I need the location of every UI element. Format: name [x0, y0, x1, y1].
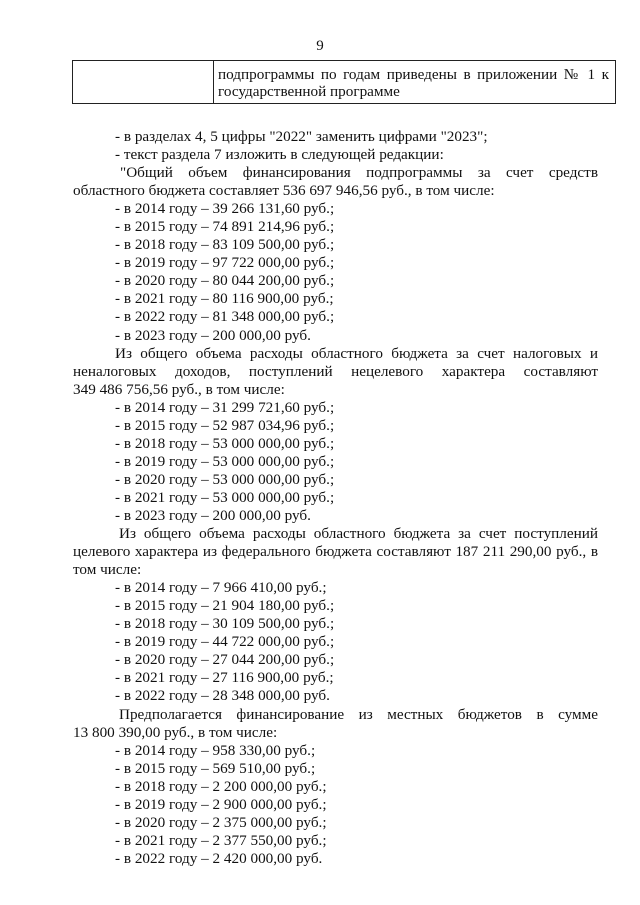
text-line: целевого характера из федерального бюджета составляют 187 211 290,00 руб., в: [73, 543, 598, 561]
text-line: - в 2022 году – 2 420 000,00 руб.: [115, 849, 323, 867]
text-line: Из общего объема расходы областного бюджета за счет налоговых и: [115, 344, 598, 362]
text-line: - в 2020 году – 2 375 000,00 руб.;: [115, 813, 327, 831]
text-line: - в 2015 году – 52 987 034,96 руб.;: [115, 416, 335, 434]
text-line: Из общего объема расходы областного бюджета за счет поступлений: [119, 525, 598, 543]
text-line: - в 2019 году – 2 900 000,00 руб.;: [115, 795, 327, 813]
table-text-line: подпрограммы по годам приведены в приложении № 1 к: [218, 66, 609, 83]
text-line: - в 2018 году – 83 109 500,00 руб.;: [115, 236, 335, 254]
text-line: - в 2018 году – 53 000 000,00 руб.;: [115, 434, 335, 452]
text-line: - в 2022 году – 81 348 000,00 руб.;: [115, 308, 335, 326]
text-line: 13 800 390,00 руб., в том числе:: [73, 723, 278, 741]
text-line: - в 2023 году – 200 000,00 руб.: [115, 506, 311, 524]
text-line: - в 2015 году – 21 904 180,00 руб.;: [115, 597, 335, 615]
table-text-line: государственной программе: [218, 83, 400, 100]
text-line: - в 2020 году – 53 000 000,00 руб.;: [115, 470, 335, 488]
text-line: - в 2019 году – 44 722 000,00 руб.;: [115, 633, 335, 651]
text-line: - в 2014 году – 31 299 721,60 руб.;: [115, 398, 335, 416]
text-line: - в 2014 году – 7 966 410,00 руб.;: [115, 579, 327, 597]
text-line: - в 2020 году – 80 044 200,00 руб.;: [115, 272, 335, 290]
text-line: - в 2019 году – 97 722 000,00 руб.;: [115, 254, 335, 272]
document-body: [73, 128, 598, 868]
continuation-table: [72, 60, 616, 104]
text-line: неналоговых доходов, поступлений нецелевого характера составляют: [73, 362, 598, 380]
text-line: - в 2018 году – 30 109 500,00 руб.;: [115, 615, 335, 633]
text-line: - в 2021 году – 2 377 550,00 руб.;: [115, 831, 327, 849]
text-line: областного бюджета составляет 536 697 946,56 руб., в том числе:: [73, 182, 495, 200]
text-line: - в 2021 году – 80 116 900,00 руб.;: [115, 290, 334, 308]
text-line: - в 2023 году – 200 000,00 руб.: [115, 326, 311, 344]
text-line: - в 2014 году – 39 266 131,60 руб.;: [115, 200, 335, 218]
text-line: - в 2019 году – 53 000 000,00 руб.;: [115, 452, 335, 470]
text-line: - в 2021 году – 27 116 900,00 руб.;: [115, 669, 334, 687]
text-line: - в разделах 4, 5 цифры "2022" заменить цифрами "2023";: [115, 128, 488, 145]
text-line: - в 2018 году – 2 200 000,00 руб.;: [115, 777, 327, 795]
text-line: - в 2014 году – 958 330,00 руб.;: [115, 741, 316, 759]
text-line: - в 2020 году – 27 044 200,00 руб.;: [115, 651, 335, 669]
table-cell-text: [214, 61, 615, 103]
text-line: - в 2021 году – 53 000 000,00 руб.;: [115, 488, 335, 506]
text-line: - в 2015 году – 569 510,00 руб.;: [115, 759, 316, 777]
text-line: - текст раздела 7 изложить в следующей редакции:: [115, 146, 444, 164]
text-line: 349 486 756,56 руб., в том числе:: [73, 380, 285, 398]
text-line: том числе:: [73, 561, 142, 579]
text-line: Предполагается финансирование из местных бюджетов в сумме: [119, 705, 598, 723]
text-line: - в 2015 году – 74 891 214,96 руб.;: [115, 218, 335, 236]
text-line: - в 2022 году – 28 348 000,00 руб.: [115, 687, 330, 705]
table-cell-empty: [73, 61, 214, 103]
page-number: 9: [316, 38, 324, 54]
text-line: "Общий объем финансирования подпрограммы за счет средств: [120, 164, 598, 182]
